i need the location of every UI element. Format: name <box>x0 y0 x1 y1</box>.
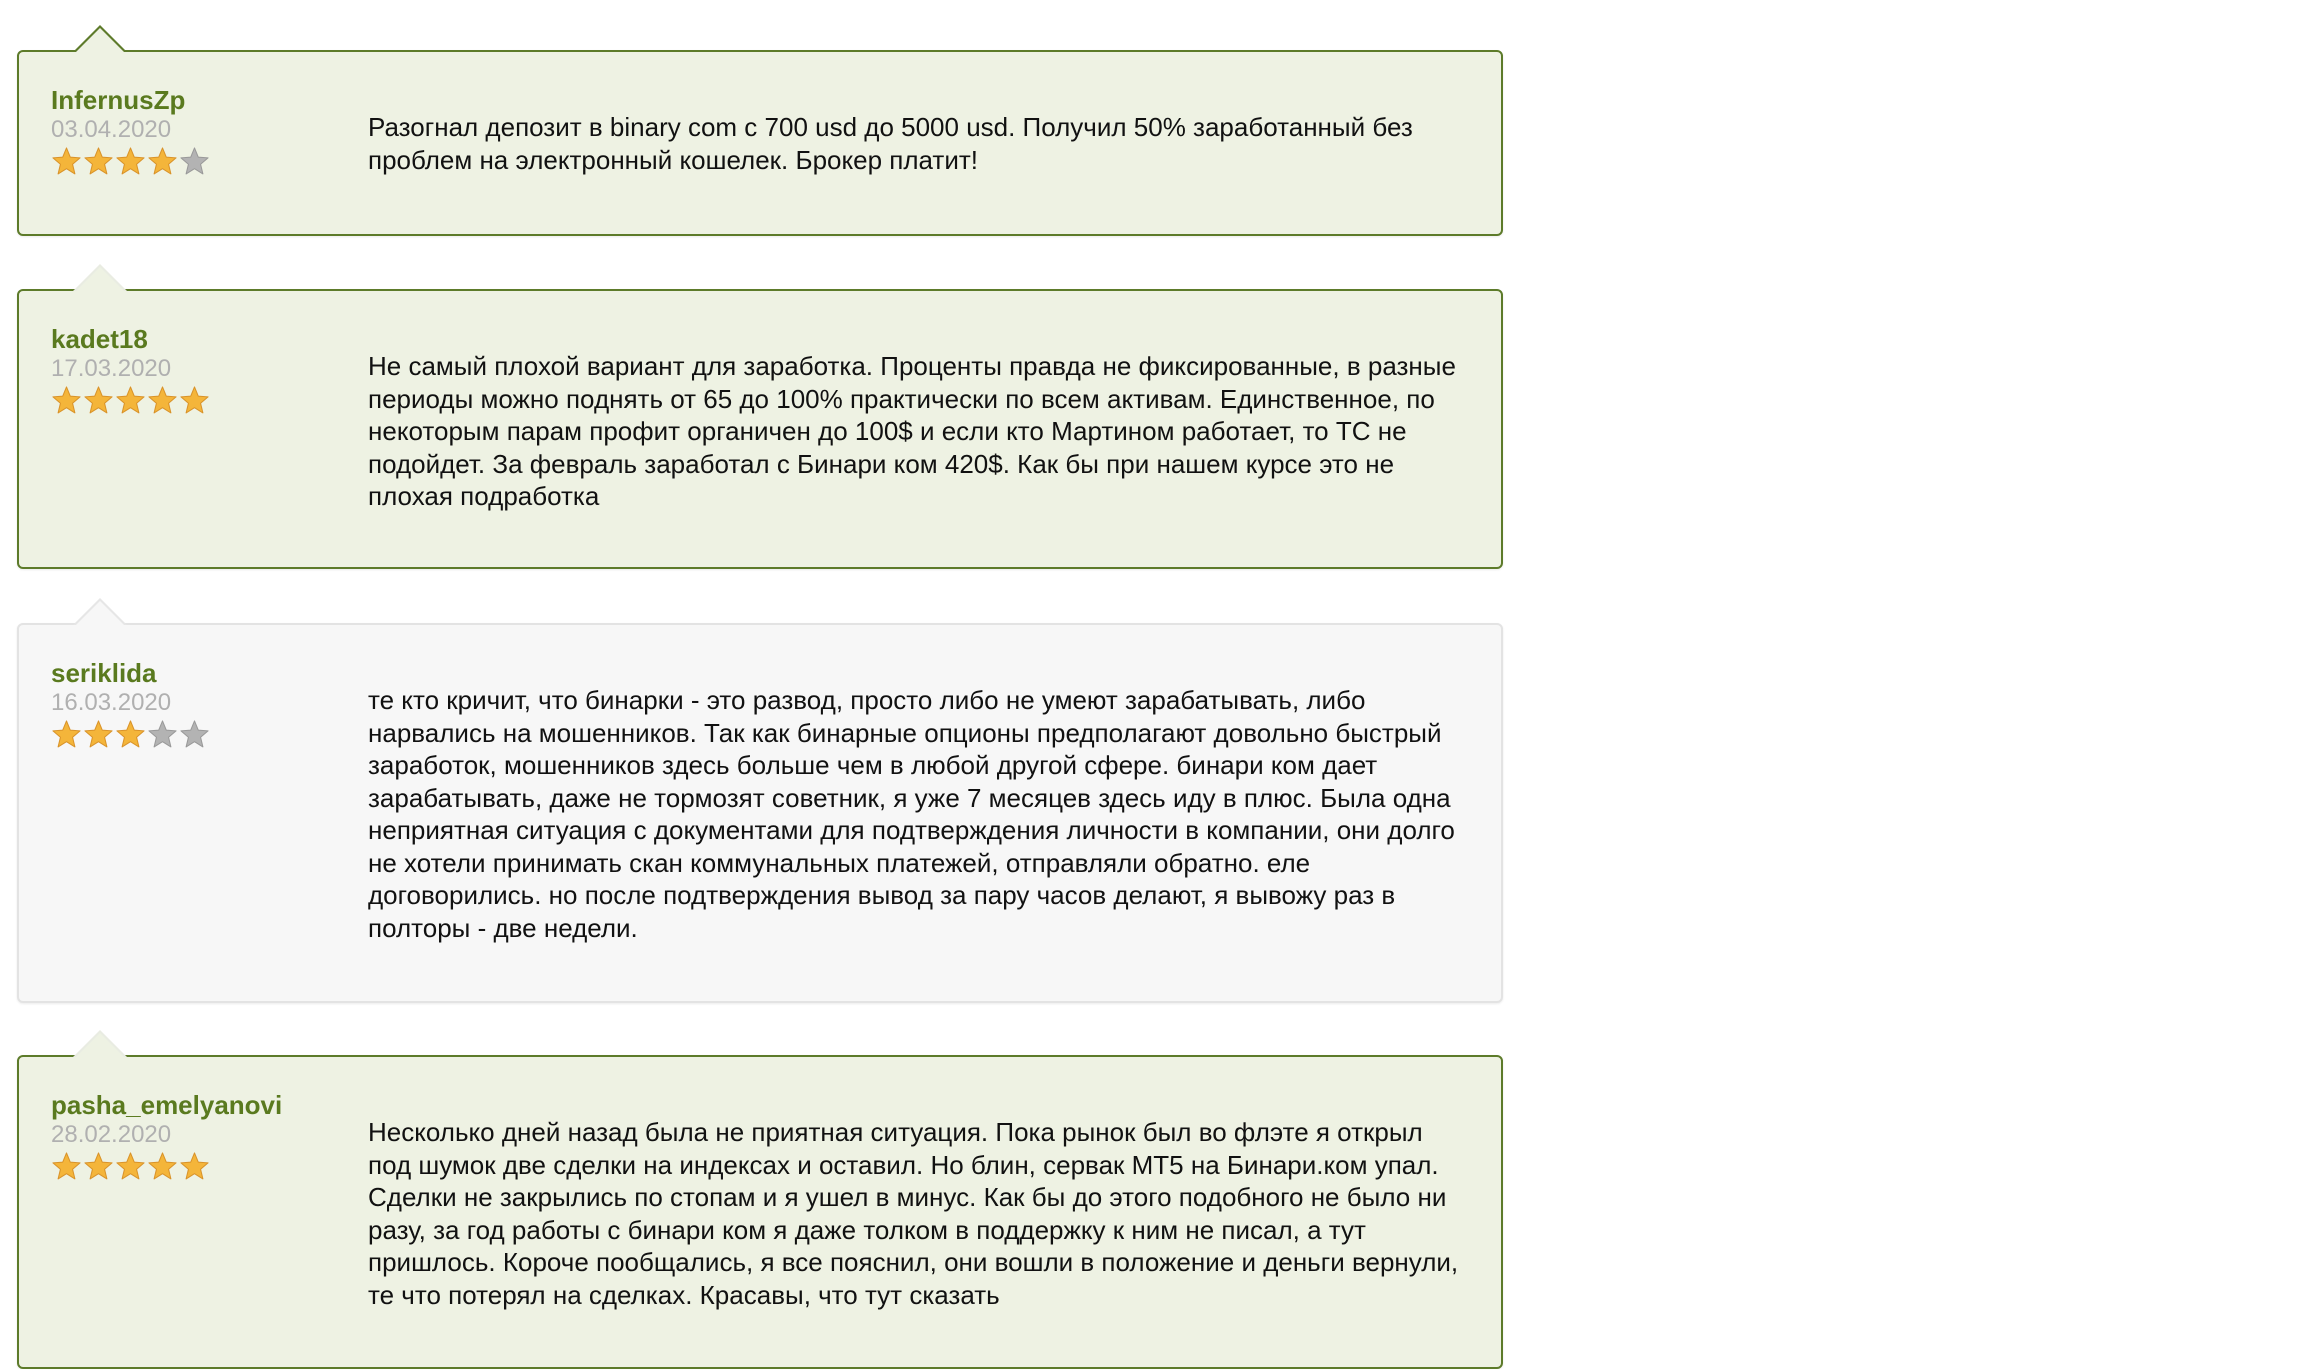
star-empty-icon <box>179 719 210 750</box>
star-filled-icon <box>83 719 114 750</box>
review-text: Разогнал депозит в binary com с 700 usd до 5000 usd. Получил 50% заработанный без проблем на электронный кошелек. Брокер платит! <box>368 112 1413 175</box>
review-date: 16.03.2020 <box>51 689 172 716</box>
rating-stars <box>51 385 351 419</box>
review-username[interactable]: seriklida <box>51 658 157 688</box>
star-filled-icon <box>147 385 178 416</box>
star-filled-icon <box>83 146 114 177</box>
review-username[interactable]: pasha_emelyanovi <box>51 1090 283 1120</box>
review-card <box>17 289 1503 569</box>
star-filled-icon <box>115 146 146 177</box>
star-filled-icon <box>147 146 178 177</box>
rating-stars <box>51 719 351 753</box>
star-filled-icon <box>51 1151 82 1182</box>
review-author-block <box>51 1089 351 1185</box>
rating-stars <box>51 146 351 180</box>
review-author-block <box>51 323 351 419</box>
review-author-block <box>51 657 351 753</box>
star-filled-icon <box>51 146 82 177</box>
star-empty-icon <box>179 146 210 177</box>
star-filled-icon <box>179 385 210 416</box>
review-date: 03.04.2020 <box>51 116 172 143</box>
star-filled-icon <box>147 1151 178 1182</box>
review-author-block <box>51 84 351 180</box>
star-filled-icon <box>115 385 146 416</box>
star-filled-icon <box>115 1151 146 1182</box>
star-filled-icon <box>83 385 114 416</box>
review-text: Не самый плохой вариант для заработка. Проценты правда не фиксированные, в разные периоды можно поднять от 65 до 100% практически по всем активам. Единственное, по некоторым парам профит органичен до 100$ и если кто Мартином работает, то ТС не подойдет. За февраль заработал с Бинари ком 420$. Как бы при нашем курсе это не плохая подработка <box>368 351 1456 511</box>
star-filled-icon <box>51 385 82 416</box>
review-card <box>17 623 1503 1003</box>
speech-notch <box>73 264 127 291</box>
star-filled-icon <box>51 719 82 750</box>
rating-stars <box>51 1151 351 1185</box>
star-filled-icon <box>115 719 146 750</box>
speech-notch <box>73 1030 127 1057</box>
review-card <box>17 50 1503 236</box>
review-text: Несколько дней назад была не приятная ситуация. Пока рынок был во флэте я открыл под шумок две сделки на индексах и оставил. Но блин, сервак MT5 на Бинари.ком упал. Сделки не закрылись по стопам и я ушел в минус. Как бы до этого подобного не было ни разу, за год работы с бинари ком я даже толком в поддержку к ним не писал, а тут пришлось. Короче пообщались, я все пояснил, они вошли в положение и деньги вернули, те что потерял на сделках. Красавы, что тут сказать <box>368 1117 1459 1310</box>
review-username[interactable]: InfernusZp <box>51 85 186 115</box>
review-card <box>17 1055 1503 1369</box>
star-filled-icon <box>179 1151 210 1182</box>
speech-notch <box>73 598 127 625</box>
review-date: 17.03.2020 <box>51 355 172 382</box>
review-username[interactable]: kadet18 <box>51 324 148 354</box>
star-empty-icon <box>147 719 178 750</box>
star-filled-icon <box>83 1151 114 1182</box>
review-text: те кто кричит, что бинарки - это развод, просто либо не умеют зарабатывать, либо нарвались на мошенников. Так как бинарные опционы предполагают довольно быстрый заработок, мошенников здесь больше чем в любой другой сфере. бинари ком дает зарабатывать, даже не тормозят советник, я уже 7 месяцев здесь иду в плюс. Была одна неприятная ситуация с документами для подтверждения личности в компании, они долго не хотели принимать скан коммунальных платежей, отправляли обратно. еле договорились. но после подтверждения вывод за пару часов делают, я вывожу раз в полторы - две недели. <box>368 685 1455 943</box>
review-date: 28.02.2020 <box>51 1121 172 1148</box>
speech-notch <box>73 25 127 52</box>
